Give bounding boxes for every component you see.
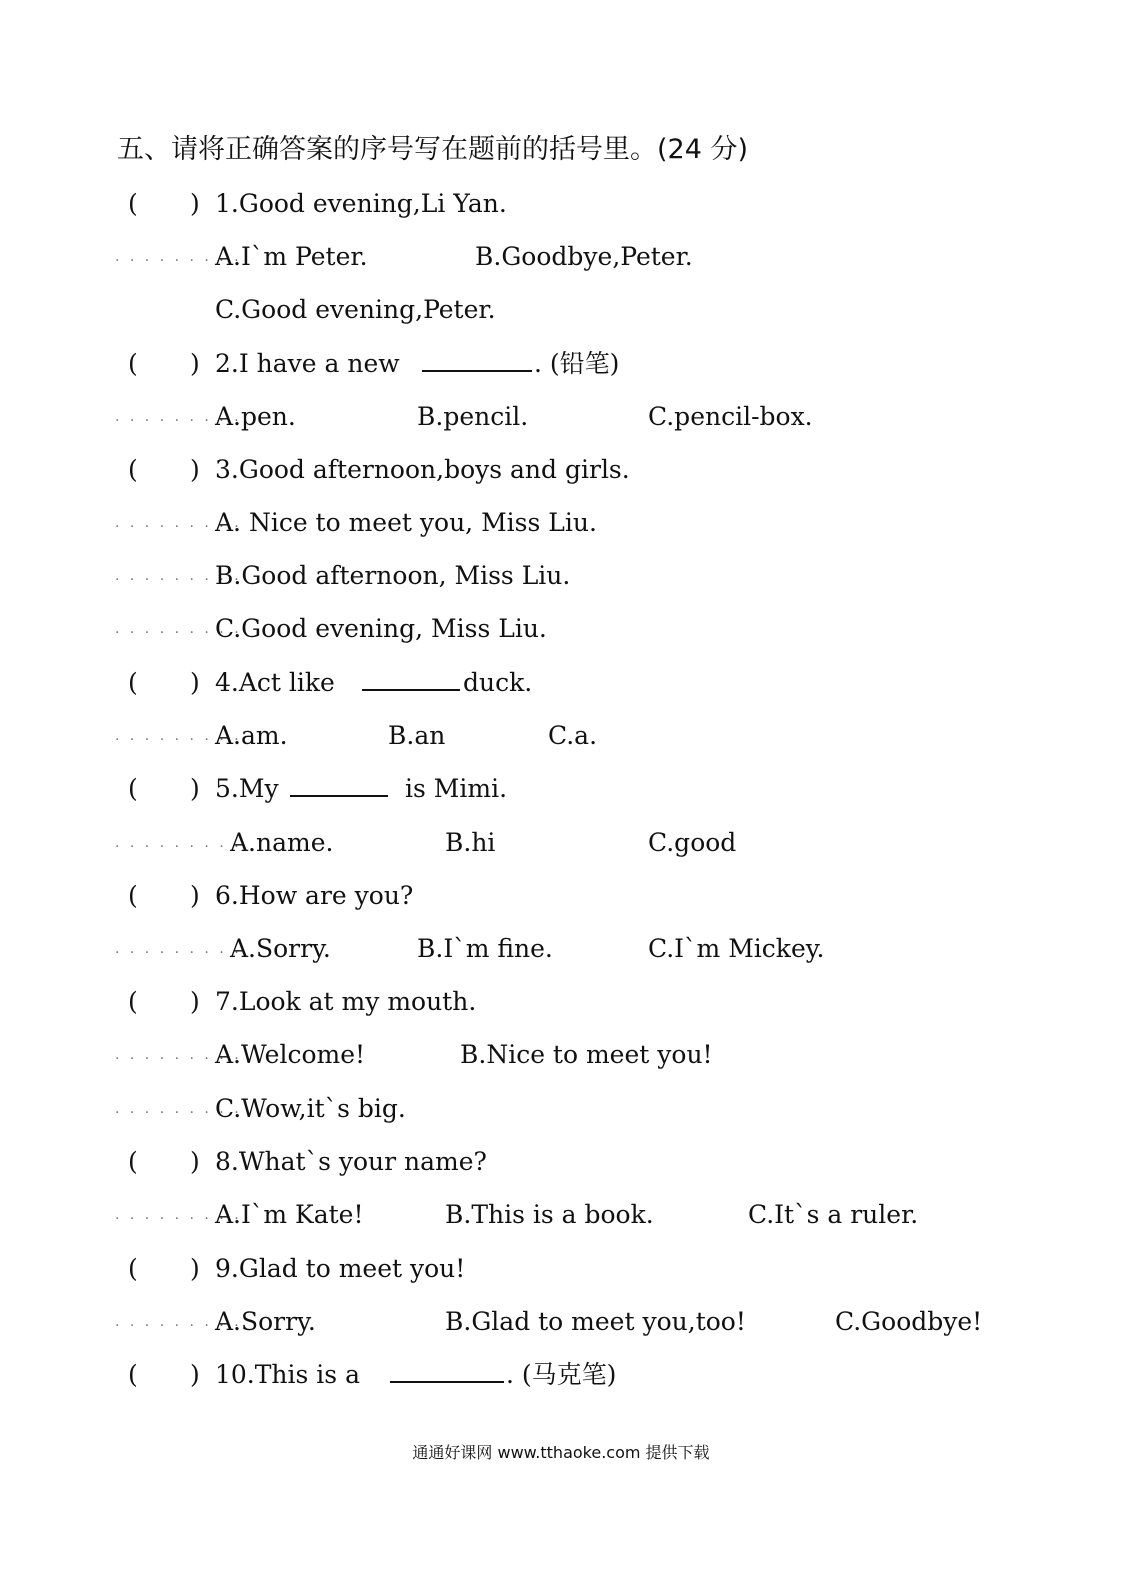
answer-bracket-close: )	[190, 455, 200, 484]
option-a: A.Welcome!	[215, 1040, 366, 1069]
question-9-options	[0, 1302, 1122, 1342]
question-3-option-c-row	[0, 609, 1122, 649]
question-stem-before: 10.This is a	[215, 1360, 360, 1389]
option-a: A.I`m Peter.	[215, 242, 368, 271]
option-b: B.Goodbye,Peter.	[475, 242, 693, 271]
answer-bracket-close: )	[190, 189, 200, 218]
question-2	[0, 344, 1122, 384]
question-7	[0, 982, 1122, 1022]
dot-leader: . . . . . . . . .	[115, 1047, 242, 1063]
option-c: C.I`m Mickey.	[648, 934, 825, 963]
dot-leader: . . . . . . . . .	[115, 409, 242, 425]
question-stem: 1.Good evening,Li Yan.	[215, 189, 507, 218]
dot-leader: . . . . . . . . .	[115, 1101, 242, 1117]
question-6	[0, 876, 1122, 916]
question-stem-before: 4.Act like	[215, 668, 335, 697]
question-stem-after: is Mimi.	[405, 774, 508, 803]
question-stem: 9.Glad to meet you!	[215, 1254, 466, 1283]
question-5-options	[0, 823, 1122, 863]
option-b: B.pencil.	[417, 402, 529, 431]
answer-bracket-open: (	[128, 668, 138, 697]
answer-bracket-close: )	[190, 349, 200, 378]
question-stem-before: 5.My	[215, 774, 279, 803]
dot-leader: . . . . . . . . .	[115, 835, 242, 851]
question-1	[0, 184, 1122, 224]
question-2-options	[0, 397, 1122, 437]
question-7-option-c-row	[0, 1089, 1122, 1129]
question-stem-before: 2.I have a new	[215, 349, 400, 378]
question-3	[0, 450, 1122, 490]
option-c: C.a.	[548, 721, 598, 750]
option-c: C.It`s a ruler.	[748, 1200, 919, 1229]
dot-leader: . . . . . . . . .	[115, 1207, 242, 1223]
answer-bracket-open: (	[128, 881, 138, 910]
answer-bracket-close: )	[190, 774, 200, 803]
question-10	[0, 1355, 1122, 1395]
option-a: A.name.	[230, 828, 334, 857]
option-b: B.hi	[445, 828, 496, 857]
question-3-option-a-row	[0, 503, 1122, 543]
answer-bracket-open: (	[128, 1147, 138, 1176]
answer-bracket-close: )	[190, 987, 200, 1016]
answer-bracket-open: (	[128, 1360, 138, 1389]
dot-leader: . . . . . . . . .	[115, 515, 242, 531]
answer-bracket-open: (	[128, 349, 138, 378]
answer-bracket-open: (	[128, 1254, 138, 1283]
option-a: A. Nice to meet you, Miss Liu.	[215, 508, 597, 537]
question-4-options	[0, 716, 1122, 756]
answer-blank	[290, 769, 388, 797]
question-5	[0, 769, 1122, 809]
option-c: C.Good evening,Peter.	[215, 295, 496, 324]
question-stem: 8.What`s your name?	[215, 1147, 487, 1176]
question-4	[0, 663, 1122, 703]
dot-leader: . . . . . . . . .	[115, 728, 242, 744]
section-title: 五、请将正确答案的序号写在题前的括号里。(24 分)	[117, 134, 749, 165]
answer-bracket-close: )	[190, 1254, 200, 1283]
option-a: A.pen.	[215, 402, 296, 431]
answer-blank	[362, 663, 460, 691]
question-stem-after: duck.	[463, 668, 533, 697]
option-c: C.pencil-box.	[648, 402, 813, 431]
question-stem-after: . (铅笔)	[534, 349, 620, 378]
answer-bracket-close: )	[190, 1147, 200, 1176]
question-7-options-ab	[0, 1035, 1122, 1075]
dot-leader: . . . . . . . . .	[115, 568, 242, 584]
answer-blank	[390, 1355, 504, 1383]
dot-leader: . . . . . . . . .	[115, 1314, 242, 1330]
option-b: B.Glad to meet you,too!	[445, 1307, 746, 1336]
question-8-options	[0, 1195, 1122, 1235]
question-6-options	[0, 929, 1122, 969]
question-1-options-c	[0, 290, 1122, 330]
option-a: A.I`m Kate!	[215, 1200, 364, 1229]
option-c: C.Good evening, Miss Liu.	[215, 614, 547, 643]
question-8	[0, 1142, 1122, 1182]
answer-bracket-close: )	[190, 668, 200, 697]
answer-blank	[422, 344, 532, 372]
option-a: A.am.	[215, 721, 288, 750]
question-stem: 7.Look at my mouth.	[215, 987, 477, 1016]
dot-leader: . . . . . . . . .	[115, 621, 242, 637]
page-footer: 通通好课网 www.tthaoke.com 提供下载	[412, 1443, 710, 1462]
answer-bracket-open: (	[128, 189, 138, 218]
option-b: B.an	[388, 721, 446, 750]
option-b: B.Good afternoon, Miss Liu.	[215, 561, 571, 590]
dot-leader: . . . . . . . . .	[115, 249, 242, 265]
question-3-option-b-row	[0, 556, 1122, 596]
option-c: C.good	[648, 828, 737, 857]
option-a: A.Sorry.	[215, 1307, 316, 1336]
question-9	[0, 1249, 1122, 1289]
question-stem: 3.Good afternoon,boys and girls.	[215, 455, 630, 484]
option-c: C.Goodbye!	[835, 1307, 983, 1336]
answer-bracket-open: (	[128, 987, 138, 1016]
dot-leader: . . . . . . . . .	[115, 941, 242, 957]
section-title-row	[0, 130, 1122, 170]
answer-bracket-close: )	[190, 1360, 200, 1389]
answer-bracket-open: (	[128, 774, 138, 803]
question-stem-after: . (马克笔)	[506, 1360, 617, 1389]
question-stem: 6.How are you?	[215, 881, 414, 910]
option-b: B.Nice to meet you!	[460, 1040, 713, 1069]
option-c: C.Wow,it`s big.	[215, 1094, 406, 1123]
question-1-options-a	[0, 237, 1122, 277]
answer-bracket-close: )	[190, 881, 200, 910]
option-b: B.This is a book.	[445, 1200, 654, 1229]
option-b: B.I`m fine.	[417, 934, 553, 963]
answer-bracket-open: (	[128, 455, 138, 484]
option-a: A.Sorry.	[230, 934, 331, 963]
